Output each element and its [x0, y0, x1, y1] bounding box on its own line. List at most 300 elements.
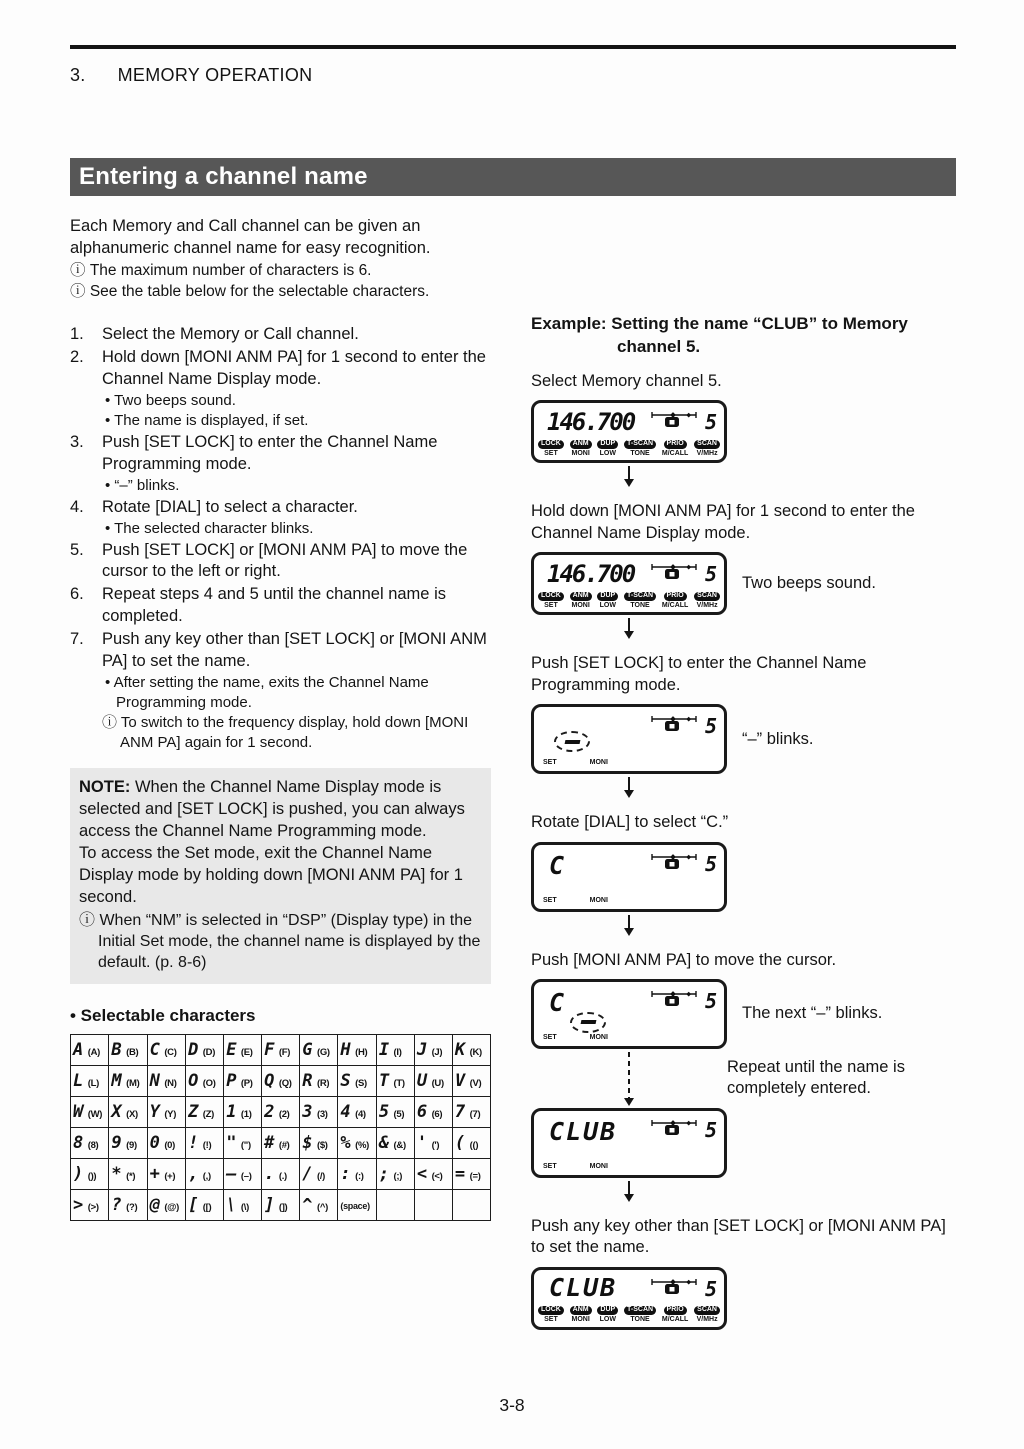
char-label: (M) — [126, 1077, 140, 1089]
annunciator-label: SET — [544, 1316, 558, 1324]
step-sub-bullet: • The selected character blinks. — [105, 519, 314, 537]
note-box — [70, 768, 491, 984]
char-label: (3) — [316, 1108, 328, 1120]
char-label: ()) — [87, 1170, 97, 1182]
step-item — [70, 347, 491, 431]
char-label: (S) — [355, 1077, 367, 1089]
example-title — [531, 313, 956, 359]
channel-meter-icon — [651, 852, 703, 872]
annunciator-column — [538, 440, 564, 457]
step-text — [102, 432, 491, 496]
char-cell — [224, 1034, 262, 1065]
char-label: (>) — [87, 1201, 99, 1213]
note-info-text: When “NM” is selected in “DSP” (Display type) in the Initial Set mode, the channel name is displayed by the default. (p. 8-6) — [98, 911, 481, 972]
note-body-2: To access the Set mode, exit the Channel Name Display mode by holding down [MONI ANM PA] for 1 second. — [79, 844, 463, 907]
intro-paragraph: Each Memory and Call channel can be given an alphanumeric channel name for easy recognition. — [70, 217, 431, 257]
step-number: 4. — [70, 497, 84, 516]
annunciator-badge: SCAN — [694, 1306, 720, 1315]
lcd-row-2 — [531, 552, 956, 615]
char-cell — [376, 1034, 414, 1065]
char-cell — [262, 1158, 300, 1189]
char-label: (?) — [126, 1201, 138, 1213]
char-cell — [452, 1158, 490, 1189]
char-glyph: V — [454, 1070, 466, 1091]
page-number: 3-8 — [499, 1395, 525, 1415]
step-main-text: Select the Memory or Call channel. — [102, 325, 359, 344]
char-cell — [452, 1065, 490, 1096]
char-cell — [262, 1096, 300, 1127]
annunciator-column — [624, 440, 656, 457]
example-step-push-setlock: Push [SET LOCK] to enter the Channel Name Programming mode. — [531, 654, 867, 694]
annunciator-badge: PRIO — [664, 440, 687, 449]
char-glyph: 8 — [73, 1132, 84, 1153]
note-label: NOTE: — [79, 777, 131, 796]
top-rule — [70, 45, 956, 49]
lcd-channel-digit: 5 — [704, 1117, 717, 1142]
lcd-mode-label: SET — [543, 1033, 557, 1041]
char-cell — [338, 1127, 376, 1158]
lcd-small-labels — [543, 759, 608, 766]
char-cell — [224, 1065, 262, 1096]
char-glyph: 4 — [340, 1101, 351, 1122]
annunciator-label: V/MHz — [696, 449, 718, 457]
char-glyph: [ — [188, 1194, 199, 1215]
char-cell — [414, 1127, 452, 1158]
step-text — [102, 629, 491, 753]
char-glyph: O — [188, 1070, 199, 1091]
intro-note-2 — [70, 282, 491, 302]
annunciator-badge: LOCK — [538, 1306, 564, 1315]
char-glyph: \ — [226, 1194, 237, 1215]
char-cell — [262, 1034, 300, 1065]
char-label: (#) — [278, 1139, 290, 1151]
char-glyph: C — [149, 1039, 160, 1060]
note-info — [79, 910, 482, 974]
lcd-channel-digit: 5 — [704, 562, 717, 587]
char-table-row — [71, 1096, 491, 1127]
step-main-text: Push [SET LOCK] to enter the Channel Name Programming mode. — [102, 432, 438, 473]
intro-note-1 — [70, 261, 491, 281]
char-label: (E) — [240, 1046, 253, 1058]
annunciator-badge: T-SCAN — [624, 592, 656, 601]
char-glyph: W — [73, 1101, 84, 1122]
annunciator-column — [662, 440, 688, 457]
char-glyph: 7 — [454, 1101, 466, 1122]
lcd-name-readout: CLUB — [549, 1272, 618, 1302]
step-sub-bullet: • “–” blinks. — [105, 476, 180, 494]
lcd-annunciator-row — [538, 592, 720, 609]
annunciator-badge: T-SCAN — [624, 1306, 656, 1315]
step-item — [70, 324, 491, 346]
char-label: (J) — [431, 1046, 443, 1058]
char-label: (V) — [469, 1077, 482, 1089]
char-cell — [376, 1127, 414, 1158]
char-cell — [300, 1065, 338, 1096]
char-cell — [186, 1127, 224, 1158]
char-glyph: L — [73, 1070, 84, 1091]
char-label: (W) — [87, 1108, 103, 1120]
char-cell — [452, 1127, 490, 1158]
annunciator-badge: LOCK — [538, 440, 564, 449]
right-column — [531, 216, 956, 1330]
char-label: ([) — [202, 1201, 212, 1213]
char-glyph: S — [340, 1070, 351, 1091]
annunciator-badge: ANM — [570, 592, 592, 601]
char-label: (%) — [355, 1139, 369, 1151]
char-label: (X) — [126, 1108, 138, 1120]
step-number: 2. — [70, 348, 84, 367]
char-cell — [452, 1096, 490, 1127]
step-number: 6. — [70, 585, 84, 604]
char-label: (–) — [240, 1170, 252, 1182]
char-label: (9) — [126, 1139, 137, 1151]
char-glyph: U — [416, 1070, 428, 1091]
lcd-meter-group — [651, 410, 717, 435]
lcd-display-club — [531, 1108, 727, 1178]
lcd-meter-group — [651, 1118, 717, 1140]
annunciator-label: MONI — [571, 601, 590, 609]
chapter-number: 3. — [70, 65, 86, 85]
char-label: (Q) — [278, 1077, 292, 1089]
char-table-row — [71, 1158, 491, 1189]
step-text — [102, 324, 491, 346]
char-label: (<) — [431, 1170, 443, 1182]
char-glyph: – — [226, 1163, 237, 1184]
char-label: (space) — [340, 1200, 370, 1211]
char-glyph: + — [149, 1163, 160, 1184]
lcd-display-c-cursor — [531, 979, 727, 1049]
char-cell — [224, 1096, 262, 1127]
repeat-flow — [531, 1049, 956, 1108]
dashed-arrow-icon — [628, 1052, 631, 1098]
char-glyph: $ — [302, 1132, 313, 1153]
char-cell — [338, 1065, 376, 1096]
char-cell — [452, 1189, 490, 1220]
char-glyph: 5 — [378, 1101, 390, 1122]
step-item — [70, 629, 491, 753]
lcd-display-cursor — [531, 704, 727, 774]
info-icon: ⓘ — [79, 911, 100, 929]
char-label: (1) — [240, 1108, 252, 1120]
char-glyph: : — [340, 1163, 351, 1184]
lcd-channel-digit: 5 — [704, 410, 717, 435]
char-label: (R) — [316, 1077, 330, 1089]
char-glyph: ! — [188, 1132, 199, 1153]
char-glyph: ; — [378, 1163, 390, 1184]
char-cell — [71, 1158, 109, 1189]
step-item — [70, 497, 491, 539]
char-cell — [300, 1096, 338, 1127]
annunciator-label: TONE — [630, 449, 650, 457]
lcd-row-3 — [531, 704, 956, 774]
char-label: (') — [431, 1139, 440, 1151]
char-label: (A) — [87, 1046, 100, 1058]
lcd-mode-label: SET — [543, 759, 557, 767]
char-cell — [338, 1034, 376, 1065]
step-sub-bullet: • After setting the name, exits the Channel Name Programming mode. — [105, 674, 429, 712]
annunciator-column — [597, 440, 618, 457]
lcd-name-readout: CLUB — [549, 1116, 618, 1146]
arrow-icon — [628, 915, 631, 928]
annunciator-column — [694, 1306, 720, 1323]
annunciator-label: M/CALL — [661, 601, 689, 609]
step-text — [102, 584, 491, 628]
char-cell — [71, 1096, 109, 1127]
char-cell — [71, 1189, 109, 1220]
example-step-select: Select Memory channel 5. — [531, 371, 722, 390]
char-cell — [109, 1096, 147, 1127]
char-label: (() — [469, 1139, 479, 1151]
lcd-small-labels — [543, 897, 608, 904]
annunciator-label: LOW — [599, 601, 616, 609]
lcd-frequency-readout: 146.700 — [547, 560, 635, 589]
channel-meter-icon — [651, 1277, 703, 1297]
char-label: (C) — [164, 1046, 177, 1058]
char-cell — [186, 1096, 224, 1127]
char-glyph: ^ — [302, 1194, 313, 1215]
lcd-display-frequency-2 — [531, 552, 727, 615]
example-step-hold: Hold down [MONI ANM PA] for 1 second to enter the Channel Name Display mode. — [531, 502, 915, 542]
chapter-title: MEMORY OPERATION — [117, 65, 313, 85]
char-cell — [186, 1065, 224, 1096]
char-cell — [338, 1096, 376, 1127]
char-glyph: I — [378, 1039, 390, 1060]
char-cell — [262, 1127, 300, 1158]
char-glyph: N — [149, 1070, 160, 1091]
lcd-meter-group — [651, 562, 717, 587]
char-glyph: 0 — [149, 1132, 160, 1153]
char-glyph: Y — [149, 1101, 160, 1122]
lcd-annunciator-row — [538, 1306, 720, 1323]
char-cell — [186, 1158, 224, 1189]
char-glyph: ' — [416, 1132, 428, 1153]
lcd-meter-group — [651, 714, 717, 739]
char-glyph: R — [302, 1070, 313, 1091]
lcd-meter-group — [651, 852, 717, 874]
char-cell — [338, 1158, 376, 1189]
channel-meter-icon — [651, 989, 703, 1009]
char-cell — [300, 1127, 338, 1158]
char-label: (0) — [164, 1139, 176, 1151]
page-content — [70, 0, 956, 1330]
char-glyph: A — [73, 1039, 84, 1060]
info-icon: ⓘ — [70, 261, 90, 279]
info-icon: ⓘ — [70, 283, 90, 301]
chapter-heading — [70, 65, 956, 86]
annunciator-badge: ANM — [570, 1306, 592, 1315]
char-cell — [186, 1189, 224, 1220]
annunciator-column — [570, 440, 592, 457]
arrow-icon — [628, 618, 631, 631]
char-cell — [224, 1189, 262, 1220]
lcd-mode-label: SET — [543, 896, 557, 904]
char-table-row — [71, 1065, 491, 1096]
annunciator-column — [624, 1306, 656, 1323]
char-label: (N) — [164, 1077, 177, 1089]
annunciator-label: MONI — [571, 1316, 590, 1324]
annunciator-column — [662, 1306, 688, 1323]
blinking-cursor-icon — [570, 1012, 606, 1033]
char-cell — [452, 1034, 490, 1065]
char-label: (P) — [240, 1077, 253, 1089]
step-number: 1. — [70, 325, 84, 344]
note-next-dash-blinks: The next “–” blinks. — [742, 1004, 883, 1023]
annunciator-label: LOW — [599, 449, 616, 457]
char-label: (K) — [469, 1046, 482, 1058]
lcd-small-labels — [543, 1163, 608, 1170]
left-column — [70, 216, 491, 1330]
char-cell — [414, 1034, 452, 1065]
example-title-line1: Example: Setting the name “CLUB” to Memory — [531, 314, 908, 333]
annunciator-column — [597, 1306, 618, 1323]
annunciator-column — [570, 1306, 592, 1323]
char-cell — [147, 1096, 185, 1127]
char-label: (H) — [355, 1046, 368, 1058]
selectable-characters-heading: • Selectable characters — [70, 1005, 256, 1025]
char-glyph: J — [416, 1039, 428, 1060]
char-table-row — [71, 1127, 491, 1158]
char-glyph: * — [111, 1163, 122, 1184]
char-glyph: Q — [264, 1070, 275, 1091]
char-glyph: M — [111, 1070, 122, 1091]
annunciator-column — [538, 1306, 564, 1323]
lcd-channel-digit: 5 — [704, 1276, 717, 1301]
flow-arrow-down — [531, 912, 727, 938]
char-glyph: , — [188, 1163, 199, 1184]
char-glyph: 3 — [302, 1101, 313, 1122]
lcd-mode-label: MONI — [589, 759, 608, 767]
annunciator-column — [694, 592, 720, 609]
char-cell — [300, 1189, 338, 1220]
lcd-mode-label: MONI — [589, 1033, 608, 1041]
annunciator-label: MONI — [571, 449, 590, 457]
char-label: (+) — [164, 1170, 176, 1182]
char-label: (:) — [355, 1170, 364, 1182]
char-cell — [109, 1189, 147, 1220]
annunciator-badge: LOCK — [538, 592, 564, 601]
char-label: (O) — [202, 1077, 216, 1089]
char-label: (Y) — [164, 1108, 177, 1120]
step-text — [102, 347, 491, 431]
char-label: (Z) — [202, 1108, 214, 1120]
annunciator-badge: T-SCAN — [624, 440, 656, 449]
char-cell — [71, 1034, 109, 1065]
arrow-icon — [628, 1181, 631, 1194]
char-label: (.) — [278, 1170, 287, 1182]
step-sub-bullet: • Two beeps sound. — [105, 391, 236, 409]
annunciator-column — [570, 592, 592, 609]
flow-arrow-down — [531, 1178, 727, 1204]
char-cell — [224, 1158, 262, 1189]
note-body-1: When the Channel Name Display mode is selected and [SET LOCK] is pushed, you can always access the Channel Name Programming mode. — [79, 777, 465, 841]
flow-arrow-down — [531, 463, 727, 489]
char-label: (6) — [431, 1108, 443, 1120]
char-glyph: ( — [454, 1132, 466, 1153]
char-cell — [414, 1158, 452, 1189]
lcd-display-frequency-1 — [531, 400, 727, 463]
selectable-characters-table — [70, 1034, 491, 1221]
char-cell — [109, 1158, 147, 1189]
char-cell — [186, 1034, 224, 1065]
annunciator-badge: DUP — [597, 1306, 618, 1315]
example-step-rotate: Rotate [DIAL] to select “C.” — [531, 813, 729, 832]
char-label: (!) — [202, 1139, 212, 1151]
char-glyph: ? — [111, 1194, 122, 1215]
char-label: (*) — [126, 1170, 136, 1182]
char-cell — [414, 1189, 452, 1220]
annunciator-column — [694, 440, 720, 457]
char-glyph: ] — [264, 1194, 275, 1215]
char-glyph: & — [378, 1132, 390, 1153]
annunciator-label: V/MHz — [696, 601, 718, 609]
char-glyph: # — [264, 1132, 275, 1153]
note-two-beeps: Two beeps sound. — [742, 574, 876, 593]
char-glyph: E — [226, 1039, 237, 1060]
char-cell — [376, 1189, 414, 1220]
char-label: (L) — [87, 1077, 99, 1089]
char-glyph: K — [454, 1039, 466, 1060]
lcd-annunciator-row — [538, 440, 720, 457]
char-glyph: P — [226, 1070, 237, 1091]
step-number: 3. — [70, 432, 84, 451]
annunciator-badge: PRIO — [664, 592, 687, 601]
step-main-text: Hold down [MONI ANM PA] for 1 second to enter the Channel Name Display mode. — [102, 348, 486, 389]
annunciator-label: M/CALL — [661, 1316, 689, 1324]
lcd-mode-label: MONI — [589, 1162, 608, 1170]
char-cell — [376, 1096, 414, 1127]
annunciator-column — [662, 592, 688, 609]
char-table-row — [71, 1189, 491, 1220]
char-cell — [414, 1096, 452, 1127]
char-glyph: < — [416, 1163, 428, 1184]
lcd-row-5 — [531, 979, 956, 1049]
char-label: (7) — [469, 1108, 481, 1120]
lcd-small-labels — [543, 1034, 608, 1041]
char-glyph: T — [378, 1070, 390, 1091]
char-cell — [147, 1034, 185, 1065]
channel-meter-icon — [651, 1118, 703, 1138]
char-glyph: Z — [188, 1101, 199, 1122]
char-cell — [224, 1127, 262, 1158]
char-cell — [376, 1065, 414, 1096]
arrow-icon — [628, 466, 631, 479]
lcd-name-readout: C — [549, 987, 567, 1017]
char-glyph: " — [226, 1132, 237, 1153]
step-text — [102, 540, 491, 584]
annunciator-column — [624, 592, 656, 609]
char-label: (D) — [202, 1046, 216, 1058]
lcd-name-readout: C — [549, 850, 567, 880]
char-glyph: 9 — [111, 1132, 122, 1153]
lcd-display-letter-c — [531, 842, 727, 912]
char-glyph: > — [73, 1194, 84, 1215]
char-label: (B) — [126, 1046, 139, 1058]
char-cell — [147, 1127, 185, 1158]
char-glyph: 2 — [264, 1101, 275, 1122]
lcd-channel-digit: 5 — [704, 714, 717, 739]
char-label: (&) — [393, 1139, 406, 1151]
char-label: (\) — [240, 1201, 249, 1213]
blinking-cursor-icon — [554, 731, 590, 752]
char-label: ($) — [316, 1139, 328, 1151]
char-cell — [414, 1065, 452, 1096]
char-glyph: / — [302, 1163, 313, 1184]
flow-arrow-down — [531, 774, 727, 800]
char-cell — [300, 1158, 338, 1189]
char-label: (") — [240, 1139, 251, 1151]
char-cell — [262, 1065, 300, 1096]
char-table-row — [71, 1034, 491, 1065]
